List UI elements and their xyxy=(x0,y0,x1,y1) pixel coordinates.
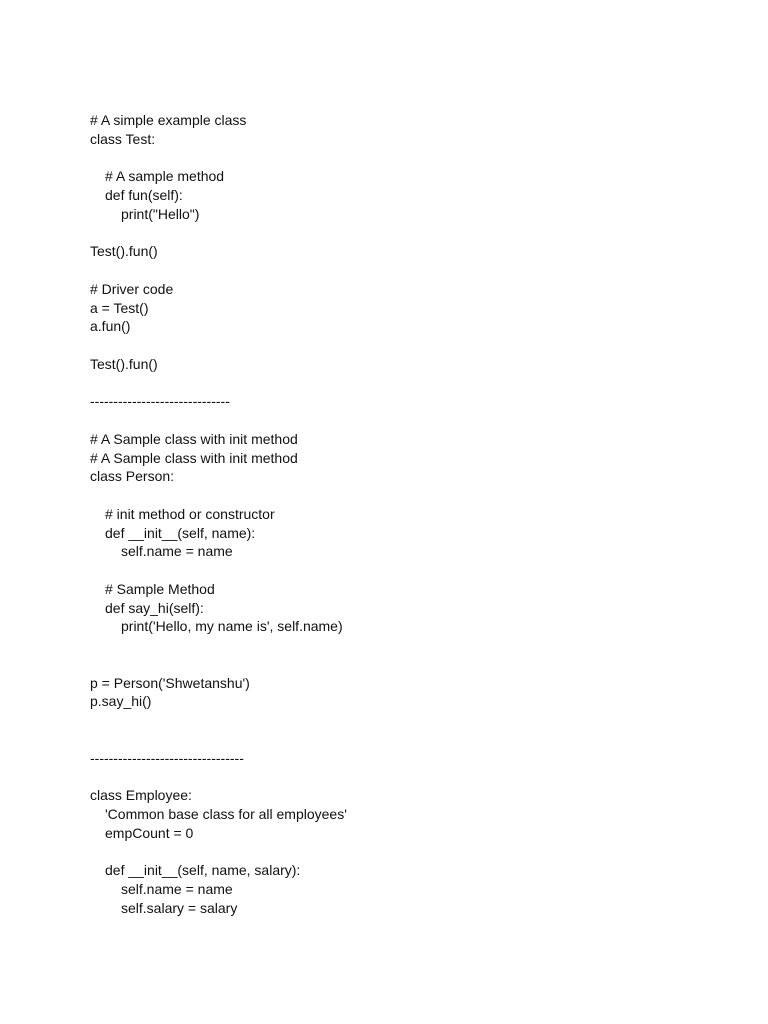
code-line: Test().fun() xyxy=(90,243,158,260)
blank-line xyxy=(90,261,730,280)
code-text xyxy=(90,111,730,917)
code-line: print("Hello") xyxy=(121,205,200,222)
code-line: empCount = 0 xyxy=(105,824,194,841)
code-line: def fun(self): xyxy=(105,187,183,203)
code-line: p = Person('Shwetanshu') xyxy=(90,674,250,691)
code-line: 'Common base class for all employees' xyxy=(105,805,347,822)
code-line: # A simple example class xyxy=(90,112,247,128)
blank-line xyxy=(90,655,730,674)
blank-line xyxy=(90,730,730,749)
code-line: def __init__(self, name): xyxy=(105,524,256,541)
code-line: class Employee: xyxy=(90,787,192,803)
code-line: p.say_hi() xyxy=(90,693,152,710)
code-line: # Sample Method xyxy=(105,580,215,597)
blank-line xyxy=(90,336,730,355)
code-line: def say_hi(self): xyxy=(105,599,204,616)
code-line: class Test: xyxy=(90,130,156,147)
blank-line xyxy=(90,636,730,655)
code-line: class Person: xyxy=(90,468,175,485)
blank-line xyxy=(90,561,730,580)
blank-line xyxy=(90,411,730,430)
code-line: a = Test() xyxy=(90,299,149,316)
separator-line: --------------------------------- xyxy=(90,749,244,766)
code-line: print('Hello, my name is', self.name) xyxy=(121,618,343,635)
separator-line: ------------------------------ xyxy=(90,393,230,410)
blank-line xyxy=(90,711,730,730)
blank-line xyxy=(90,486,730,505)
code-line: # Driver code xyxy=(90,280,174,297)
code-line: Test().fun() xyxy=(90,355,158,372)
code-line: self.name = name xyxy=(121,543,233,560)
blank-line xyxy=(90,374,730,393)
code-line: # A Sample class with init method xyxy=(90,430,298,447)
blank-line xyxy=(90,149,730,168)
code-line: # A sample method xyxy=(105,168,225,185)
code-line: def __init__(self, name, salary): xyxy=(105,862,301,878)
code-line: # A Sample class with init method xyxy=(90,449,298,466)
blank-line xyxy=(90,767,730,786)
blank-line xyxy=(90,842,730,861)
code-line: # init method or constructor xyxy=(105,505,275,522)
code-line: self.salary = salary xyxy=(121,899,238,916)
code-line: self.name = name xyxy=(121,880,233,897)
blank-line xyxy=(90,224,730,243)
code-line: a.fun() xyxy=(90,318,131,335)
